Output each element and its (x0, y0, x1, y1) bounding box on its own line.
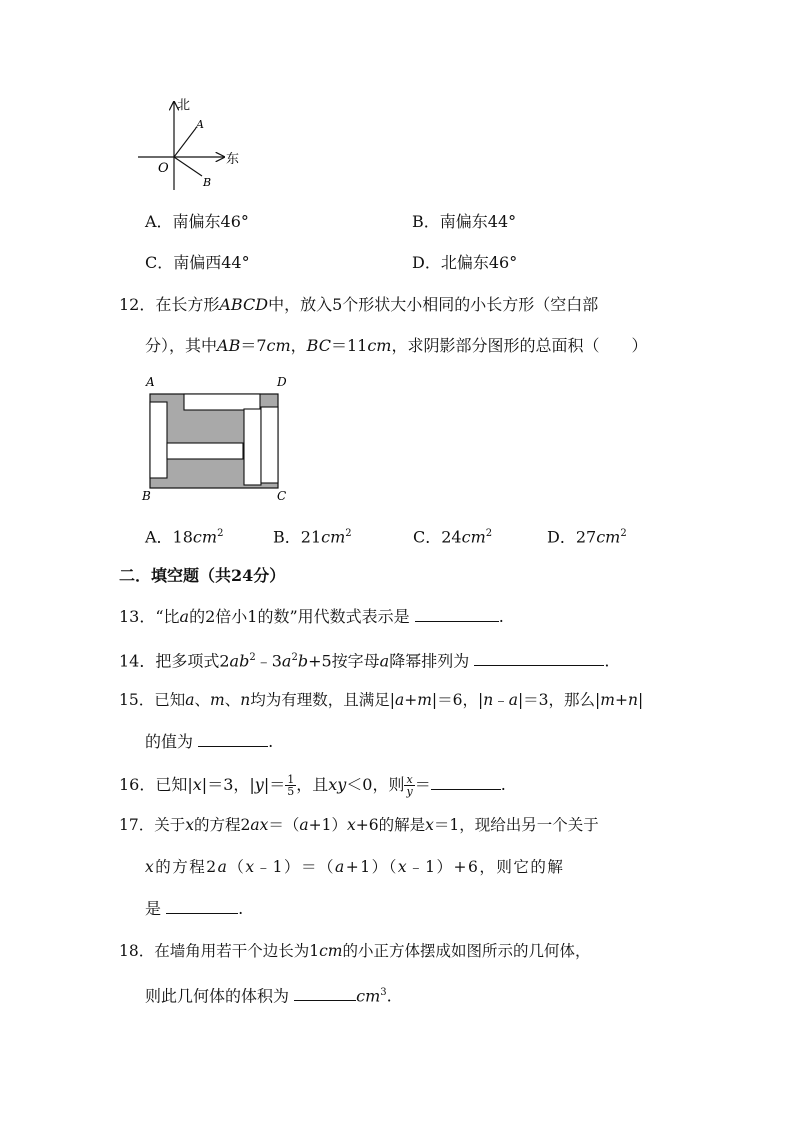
q16-answer-blank[interactable] (431, 775, 501, 790)
q11-option-b: B．南偏东44° (412, 212, 517, 231)
corner-d-label: D (277, 375, 287, 389)
q17-line3: 是 . (145, 899, 244, 918)
corner-c-label: C (277, 489, 287, 503)
ray-oa (174, 128, 196, 157)
q12-option-b: B．$21cm^2$ (273, 527, 352, 547)
q17-line2: x的方程2a（x﹣1）＝（a+1）（x﹣1）+6，则它的解 (145, 858, 565, 876)
q12-line1: 12．在长方形ABCD中，放入5个形状大小相同的小长方形（空白部 (119, 295, 599, 314)
q18-line1: 18．在墙角用若干个边长为1cm的小正方体摆成如图所示的几何体， (119, 942, 591, 960)
rectangle-figure (140, 372, 300, 504)
point-a-label: A (196, 118, 204, 131)
q14-answer-blank[interactable] (474, 651, 604, 666)
q13: 13．“比a的2倍小1的数”用代数式表示是 . (119, 607, 504, 626)
compass-figure (130, 92, 250, 202)
small-rect-right-inner (244, 409, 261, 485)
north-label: 北 (177, 98, 191, 113)
east-label: 东 (226, 152, 240, 167)
q18-answer-blank[interactable] (294, 986, 356, 1001)
q18-line2: 则此几何体的体积为 $cm^3$. (145, 986, 392, 1006)
q13-answer-blank[interactable] (415, 607, 499, 622)
q12-option-d: D．$27cm^2$ (547, 527, 627, 547)
q12-line2: 分），其中AB＝7cm，BC＝11cm，求阴影部分图形的总面积（ ） (145, 336, 648, 355)
q11-option-d: D．北偏东46° (412, 253, 518, 272)
small-rect-top (184, 394, 260, 410)
fraction-one-fifth: $\frac{1}{5}$ (287, 773, 295, 798)
q15-line1: 15．已知a、m、n均为有理数，且满足|a+m|＝6，|n﹣a|＝3，那么|m+n| (119, 691, 644, 709)
small-rect-left (150, 402, 167, 478)
origin-label: O (158, 161, 169, 176)
corner-a-label: A (146, 375, 155, 389)
q12-option-c: C．$24cm^2$ (413, 527, 493, 547)
q17-line1: 17．关于x的方程2ax＝（a+1）x+6的解是x＝1，现给出另一个关于 (119, 816, 599, 834)
q12-option-a: A．$18cm^2$ (145, 527, 224, 547)
q17-answer-blank[interactable] (166, 899, 238, 914)
q16: 16．已知|x|＝3，|y|＝ $\frac{1}{5}$ ，且xy＜0，则 $\frac{x}{y}$ ＝ . (119, 773, 506, 798)
ray-ob (174, 157, 202, 176)
fraction-x-over-y: $\frac{x}{y}$ (406, 773, 413, 798)
q11-option-c: C．南偏西44° (145, 253, 250, 272)
section-title: 二．填空题（共24分） (119, 566, 286, 585)
corner-b-label: B (142, 489, 151, 503)
point-b-label: B (203, 176, 212, 189)
q15-line2: 的值为 . (145, 732, 274, 751)
small-rect-right-outer (261, 407, 278, 483)
small-rect-middle (167, 443, 243, 459)
q15-answer-blank[interactable] (198, 732, 268, 747)
q14: 14．把多项式$2ab^2﹣3a^2b+5$按字母a降幂排列为 . (119, 651, 610, 671)
q11-option-a: A．南偏东46° (145, 212, 249, 231)
